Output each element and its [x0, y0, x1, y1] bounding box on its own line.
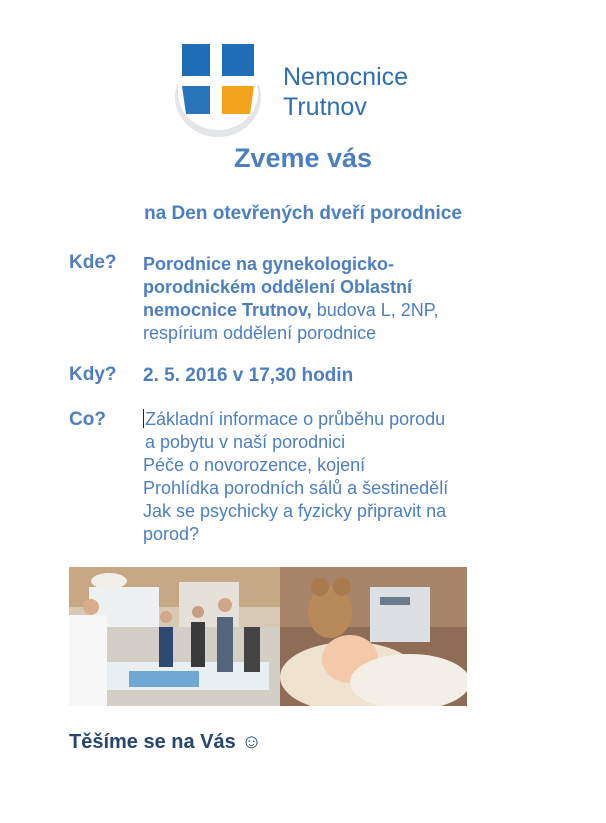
label-kde: Kde?: [69, 252, 117, 273]
co-line: Jak se psychicky a fyzicky připravit na: [143, 501, 447, 521]
kde-line-2: porodnickém oddělení Oblastní: [143, 277, 413, 297]
closing-text: Těšíme se na Vás ☺: [69, 731, 262, 753]
co-list: [143, 408, 448, 546]
photo-delivery-room: [69, 567, 280, 706]
kde-line-3-bold: nemocnice Trutnov,: [143, 300, 312, 320]
co-line-text: Základní informace o průběhu porodu: [145, 409, 446, 429]
co-line: porod?: [143, 524, 200, 544]
photo-newborn: [280, 567, 467, 706]
kde-line-1: Porodnice na gynekologicko-: [143, 254, 395, 274]
co-line: [143, 408, 448, 431]
co-line: a pobytu v naší porodnici: [145, 432, 346, 452]
co-line: Péče o novorozence, kojení: [143, 455, 366, 475]
kdy-value: 2. 5. 2016 v 17,30 hodin: [143, 365, 354, 386]
hospital-name-line1: Nemocnice: [283, 63, 409, 91]
subtitle: na Den otevřených dveří porodnice: [144, 203, 462, 224]
text-cursor: [143, 409, 144, 428]
kde-text: [143, 253, 438, 345]
label-co: Co?: [69, 409, 106, 430]
co-line: Prohlídka porodních sálů a šestinedělí: [143, 478, 449, 498]
kde-line-3-normal: budova L, 2NP,: [311, 300, 439, 320]
kde-line-3: [143, 299, 438, 322]
label-kdy: Kdy?: [69, 364, 117, 385]
hospital-name: [283, 62, 408, 122]
page-title: Zveme vás: [233, 143, 373, 173]
hospital-logo: [172, 40, 264, 138]
hospital-name-line2: Trutnov: [283, 93, 367, 121]
kde-line-4: respírium oddělení porodnice: [143, 323, 377, 343]
